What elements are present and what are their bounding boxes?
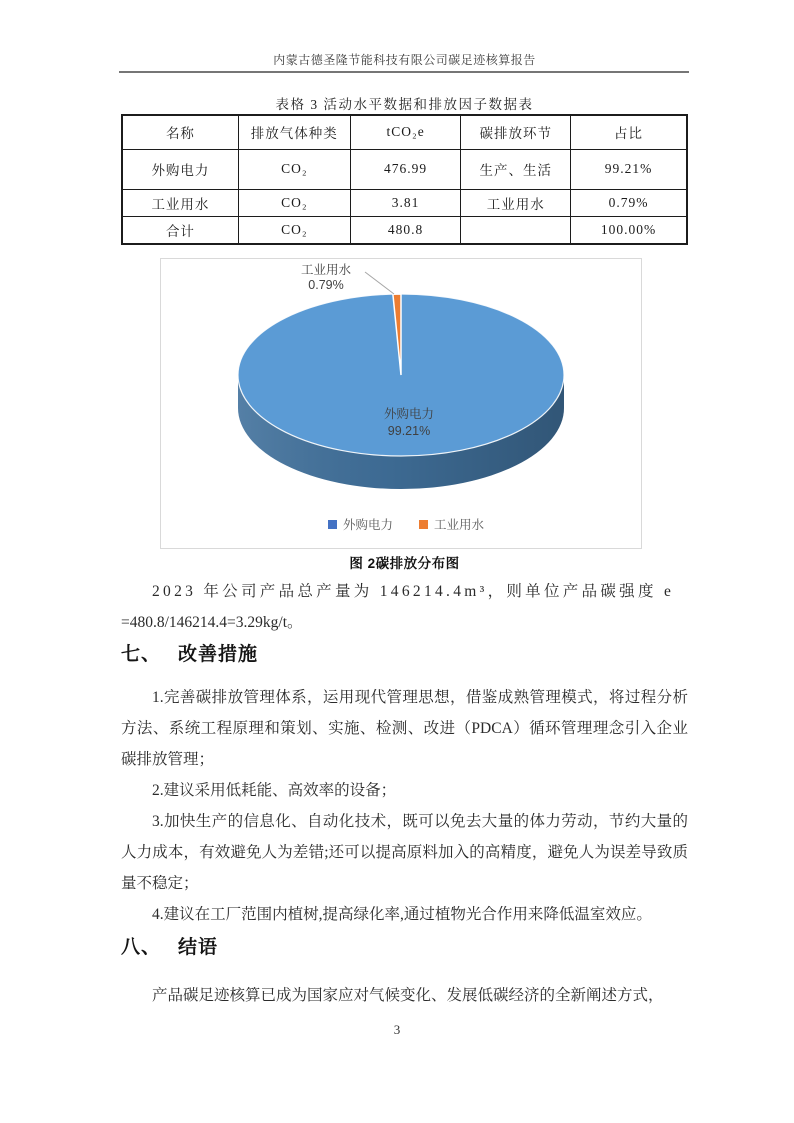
data-label-electricity-value: 99.21%: [387, 424, 431, 438]
intro-paragraph: [121, 576, 688, 638]
paragraph-measure-2: 2.建议采用低耗能、高效率的设备；: [152, 782, 397, 799]
cell-gas: CO₂: [238, 216, 350, 244]
data-label-water: [268, 263, 384, 293]
cell-share: 99.21%: [571, 149, 687, 189]
legend-item-water: [419, 515, 484, 533]
cell-share: 0.79%: [571, 189, 687, 216]
data-label-electricity-name: 外购电力: [383, 407, 434, 421]
paragraph-measure-3: 3.加快生产的信息化、自动化技术，既可以免去大量的体力劳动，节约大量的人力成本，有效避免人为差错;还可以提高原料加入的高精度，避免人为误差导致质量不稳定；: [121, 813, 688, 892]
section-number: 七、: [121, 644, 162, 665]
section-title: 结语: [178, 937, 219, 958]
intro-line-1: 2023 年公司产品总产量为 146214.4m³，则单位产品碳强度 e: [152, 583, 675, 600]
pie-chart-figure: [160, 258, 642, 549]
cell-tco2e: 3.81: [350, 189, 461, 216]
section-title: 改善措施: [178, 644, 259, 665]
table-row: [122, 189, 687, 216]
legend-label-electricity: 外购电力: [342, 518, 393, 532]
cell-share: 100.00%: [571, 216, 687, 244]
paragraph-measure-4: 4.建议在工厂范围内植树,提高绿化率,通过植物光合作用来降低温室效应。: [152, 906, 652, 923]
section-number: 八、: [121, 937, 162, 958]
cell-tco2e: 480.8: [350, 216, 461, 244]
header-divider: [119, 71, 689, 73]
col-header-name: 名称: [122, 115, 238, 149]
cell-name: 工业用水: [122, 189, 238, 216]
paragraph-measure-1: 1.完善碳排放管理体系，运用现代管理思想，借鉴成熟管理模式，将过程分析方法、系统工程原理和策划、实施、检测、改进（PDCA）循环管理理念引入企业碳排放管理；: [121, 689, 688, 768]
col-header-share: 占比: [571, 115, 687, 149]
paragraph-conclusion-1: 产品碳足迹核算已成为国家应对气候变化、发展低碳经济的全新阐述方式，: [152, 987, 664, 1004]
data-label-electricity: [351, 406, 467, 440]
table-row: [122, 216, 687, 244]
intro-line-2: =480.8/146214.4=3.29kg/t。: [121, 614, 303, 631]
legend-label-water: 工业用水: [434, 518, 485, 532]
data-label-water-name: 工业用水: [300, 263, 351, 277]
section-heading-improvement: [121, 643, 688, 667]
cell-stage: 工业用水: [461, 189, 571, 216]
col-header-gas: 排放气体种类: [238, 115, 350, 149]
table-row: [122, 149, 687, 189]
cell-stage: 生产、生活: [461, 149, 571, 189]
legend-swatch-water-icon: [419, 520, 428, 529]
pie-chart-canvas: [161, 259, 641, 548]
table-caption: 表格 3 活动水平数据和排放因子数据表: [275, 97, 534, 112]
cell-gas: CO₂: [238, 189, 350, 216]
cell-gas: CO₂: [238, 149, 350, 189]
table-header-row: [122, 115, 687, 149]
legend-item-electricity: [328, 515, 393, 533]
cell-name: 外购电力: [122, 149, 238, 189]
col-header-tco2e: tCO₂e: [350, 115, 461, 149]
legend-swatch-electricity-icon: [328, 520, 337, 529]
chart-legend: [161, 515, 641, 533]
page-number: 3: [393, 1022, 401, 1037]
col-header-stage: 碳排放环节: [461, 115, 571, 149]
document-header-title: 内蒙古德圣隆节能科技有限公司碳足迹核算报告: [273, 53, 536, 67]
figure-caption: 图 2碳排放分布图: [349, 556, 460, 571]
cell-name: 合计: [122, 216, 238, 244]
emission-data-table: [121, 114, 688, 245]
data-label-water-value: 0.79%: [308, 278, 344, 292]
cell-tco2e: 476.99: [350, 149, 461, 189]
cell-stage: [461, 216, 571, 244]
section-heading-conclusion: [121, 936, 688, 960]
